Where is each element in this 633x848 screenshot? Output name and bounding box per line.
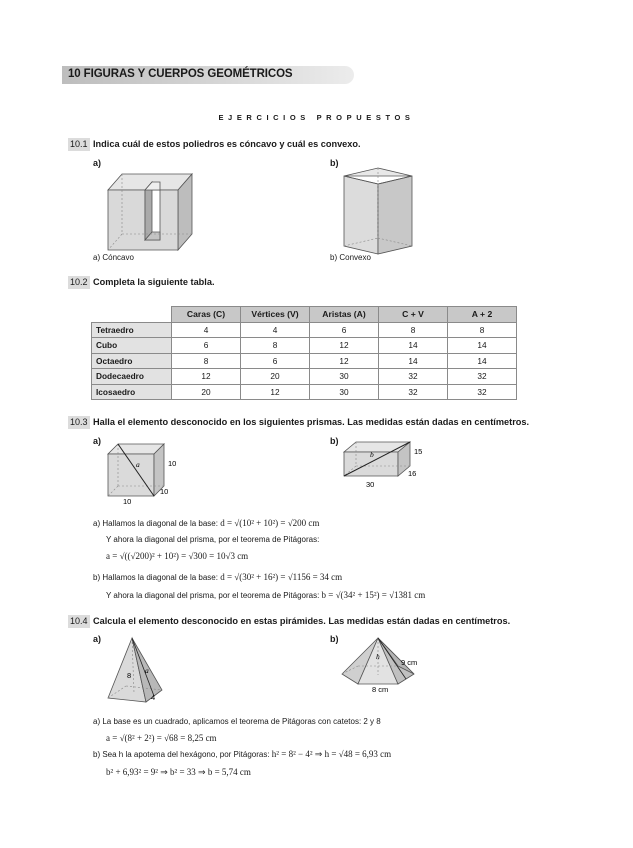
cube-prism-figure: [100, 440, 190, 506]
solution-math: b² + 6,93² = 9² ⇒ b² = 33 ⇒ b = 5,74 cm: [106, 767, 251, 777]
diagonal-label-a: a: [136, 460, 140, 469]
table-cell: 14: [448, 353, 517, 369]
exercise-statement: Calcula el elemento desconocido en estas pirámides. Las medidas están dadas en centímetros.: [93, 616, 511, 626]
solution-line: [106, 767, 251, 778]
table-cell: 30: [310, 384, 379, 400]
exercise-statement: Halla el elemento desconocido en los siguientes prismas. Las medidas están dadas en centímetros.: [93, 417, 530, 427]
figure-label-b: b): [330, 158, 339, 168]
table-cell: 8: [448, 322, 517, 338]
solution-text: Y ahora la diagonal del prisma, por el teorema de Pitágoras:: [106, 591, 322, 600]
table-cell: 32: [379, 384, 448, 400]
column-header: C + V: [379, 307, 448, 323]
table-cell: 8: [241, 338, 310, 354]
solution-text: a) La base es un cuadrado, aplicamos el teorema de Pitágoras con catetos: 2 y 8: [93, 717, 381, 726]
table-cell: 12: [310, 353, 379, 369]
column-header: Caras (C): [172, 307, 241, 323]
table-row: [92, 322, 517, 338]
row-header: Dodecaedro: [92, 369, 172, 385]
row-header: Tetraedro: [92, 322, 172, 338]
base-label: 4: [151, 693, 156, 702]
table-cell: 12: [172, 369, 241, 385]
table-cell: 32: [448, 384, 517, 400]
solution-line: [93, 572, 342, 582]
solution-text: a) Hallamos la diagonal de la base:: [93, 519, 221, 528]
table-cell: 12: [241, 384, 310, 400]
solution-line: [106, 733, 217, 743]
row-header: Octaedro: [92, 353, 172, 369]
table-cell: 30: [310, 369, 379, 385]
solution-line: [106, 551, 248, 561]
depth-label: 10: [160, 487, 169, 496]
height-label: 10: [168, 459, 177, 468]
exercise-statement: Completa la siguiente tabla.: [93, 277, 215, 287]
exercise-statement: Indica cuál de estos poliedros es cóncavo y cuál es convexo.: [93, 139, 361, 149]
table-cell: 20: [241, 369, 310, 385]
answer-b: b) Convexo: [330, 253, 371, 262]
table-cell: 32: [448, 369, 517, 385]
table-cell: 4: [172, 322, 241, 338]
exercise-number: 10.2: [70, 277, 88, 287]
apothem-label: a: [145, 666, 149, 675]
row-header: Icosaedro: [92, 384, 172, 400]
table-row: [92, 338, 517, 354]
solution-line: [93, 518, 319, 528]
concave-polyhedron-figure: [100, 166, 200, 256]
solution-line: [106, 590, 425, 600]
width-label: 30: [366, 480, 375, 489]
solution-math: b = √(34² + 15²) = √1381 cm: [321, 590, 426, 600]
hexagonal-pyramid-figure: [338, 636, 438, 696]
table-row: [92, 384, 517, 400]
column-header: Aristas (A): [310, 307, 379, 323]
table-cell: 6: [241, 353, 310, 369]
diagonal-label-b: b: [370, 450, 374, 459]
figure-label-a: a): [93, 158, 102, 168]
column-header: Vértices (V): [241, 307, 310, 323]
table-cell: 6: [172, 338, 241, 354]
section-title: EJERCICIOS PROPUESTOS: [218, 113, 415, 122]
solution-line: [93, 749, 391, 760]
solution-text: b) Hallamos la diagonal de la base:: [93, 573, 221, 582]
solution-math: d = √(10² + 10²) = √200 cm: [220, 518, 320, 528]
solution-text: b) Sea h la apotema del hexágono, por Pitágoras:: [93, 750, 272, 759]
table-row: [92, 369, 517, 385]
solution-math: d = √(30² + 16²) = √1156 = 34 cm: [220, 572, 343, 582]
height-label: 15: [414, 447, 423, 456]
table-header-row: [92, 307, 517, 323]
figure-label-a: a): [93, 436, 102, 446]
table-cell: 8: [379, 322, 448, 338]
convex-prism-figure: [338, 166, 423, 258]
column-header: A + 2: [448, 307, 517, 323]
table-cell: 8: [172, 353, 241, 369]
square-pyramid-figure: [100, 636, 170, 706]
answer-a: a) Cóncavo: [93, 253, 134, 262]
polyhedra-table: [91, 306, 517, 400]
pyramid-height-label: 8: [127, 671, 132, 680]
solution-math: a = √(8² + 2²) = √68 = 8,25 cm: [106, 733, 217, 743]
table-corner: [92, 307, 172, 323]
solution-math: h² = 8² − 4² ⇒ h = √48 = 6,93 cm: [271, 749, 392, 759]
figure-label-a: a): [93, 634, 102, 644]
table-cell: 14: [448, 338, 517, 354]
solution-text: Y ahora la diagonal del prisma, por el teorema de Pitágoras:: [106, 535, 320, 544]
figure-label-b: b): [330, 436, 339, 446]
table-cell: 4: [241, 322, 310, 338]
exercise-number: 10.3: [70, 417, 88, 427]
apothem-label: h: [376, 652, 380, 661]
table-cell: 14: [379, 338, 448, 354]
slant-label: 9 cm: [401, 658, 418, 667]
base-label: 8 cm: [372, 685, 389, 694]
table-cell: 32: [379, 369, 448, 385]
figure-label-b: b): [330, 634, 339, 644]
solution-math: a = √((√200)² + 10²) = √300 = 10√3 cm: [106, 551, 249, 561]
width-label: 10: [123, 497, 132, 506]
table-cell: 6: [310, 322, 379, 338]
rectangular-prism-figure: [338, 440, 438, 492]
table-cell: 14: [379, 353, 448, 369]
table-cell: 12: [310, 338, 379, 354]
table-cell: 20: [172, 384, 241, 400]
chapter-title: 10 FIGURAS Y CUERPOS GEOMÉTRICOS: [68, 68, 293, 80]
row-header: Cubo: [92, 338, 172, 354]
depth-label: 16: [408, 469, 417, 478]
table-row: [92, 353, 517, 369]
exercise-number: 10.1: [70, 139, 88, 149]
exercise-number: 10.4: [70, 616, 88, 626]
